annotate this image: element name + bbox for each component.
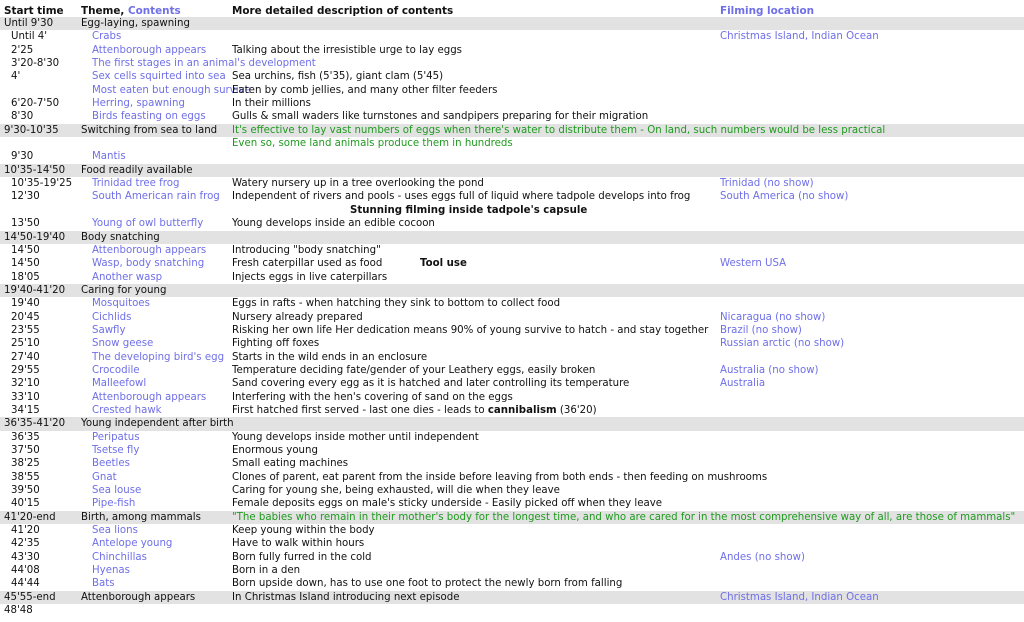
theme-cell: Herring, spawning [92, 98, 185, 110]
table-row [0, 30, 1024, 43]
start-time-cell: 34'15 [11, 404, 40, 416]
description-cell: "The babies who remain in their mother's body for the longest time, and who are cared for in the most comprehensive way of all, are those of mammals" [232, 511, 1016, 523]
table-row [0, 110, 1024, 123]
table-row [0, 564, 1024, 577]
table-row [0, 70, 1024, 83]
start-time-cell: 12'30 [11, 191, 40, 203]
theme-cell: Birth, among mammals [81, 511, 201, 523]
theme-cell: Birds feasting on eggs [92, 111, 206, 123]
table-row [0, 364, 1024, 377]
theme-cell: Antelope young [92, 538, 173, 550]
start-time-cell: 39'50 [11, 485, 40, 497]
theme-cell: Attenborough appears [81, 591, 196, 603]
table-row [0, 297, 1024, 310]
theme-cell: Switching from sea to land [81, 124, 218, 136]
theme-cell: Chinchillas [92, 551, 147, 563]
filming-location-cell: Christmas Island, Indian Ocean [720, 31, 879, 43]
table-row [0, 324, 1024, 337]
table-row [0, 404, 1024, 417]
table-row [0, 431, 1024, 444]
description-cell: Born fully furred in the cold [232, 551, 372, 563]
start-time-cell: 25'10 [11, 338, 40, 350]
table-row [0, 377, 1024, 390]
start-time-cell: 44'44 [11, 578, 40, 590]
section-header-row [0, 284, 1024, 297]
start-time-cell: 19'40-41'20 [4, 284, 66, 296]
theme-cell: Malleefowl [92, 378, 147, 390]
theme-cell: Beetles [92, 458, 130, 470]
section-header-row [0, 511, 1024, 524]
theme-cell: Trinidad tree frog [92, 178, 180, 190]
description-cell: Injects eggs in live caterpillars [232, 271, 388, 283]
description-cell: Female deposits eggs on male's sticky underside - Easily picked off when they leave [232, 498, 663, 510]
start-time-cell: 44'08 [11, 565, 40, 577]
table-row [0, 84, 1024, 97]
start-time-cell: 36'35 [11, 431, 40, 443]
table-row [0, 484, 1024, 497]
theme-cell: Cichlids [92, 311, 132, 323]
description-cell: Watery nursery up in a tree overlooking the pond [232, 178, 484, 190]
filming-location-cell: Australia (no show) [720, 364, 819, 376]
start-time-cell: 14'50-19'40 [4, 231, 66, 243]
start-time-cell: 41'20 [11, 525, 40, 537]
start-time-cell: 38'25 [11, 458, 40, 470]
description-cell: Eaten by comb jellies, and many other filter feeders [232, 84, 498, 96]
description-head: First hatched first served - last one dies - leads to [232, 404, 488, 416]
section-header-row [0, 591, 1024, 604]
start-time-cell: 9'30 [11, 151, 34, 163]
theme-cell: Hyenas [92, 565, 130, 577]
description-cell: Eggs in rafts - when hatching they sink to bottom to collect food [232, 298, 561, 310]
description-cell: Even so, some land animals produce them in hundreds [232, 138, 513, 150]
header-start-time: Start time [4, 5, 64, 17]
theme-cell: Caring for young [81, 284, 167, 296]
description-cell: Fresh caterpillar used as food [232, 258, 383, 270]
start-time-cell: 13'50 [11, 218, 40, 230]
filming-location-cell: Nicaragua (no show) [720, 311, 826, 323]
start-time-cell: 10'35-14'50 [4, 164, 66, 176]
filming-location-cell: Russian arctic (no show) [720, 338, 845, 350]
description-cell: Risking her own life Her dedication means 90% of young survive to hatch - and stay together [232, 324, 709, 336]
table-row [0, 444, 1024, 457]
filming-location-cell: Trinidad (no show) [720, 178, 814, 190]
start-time-cell: 29'55 [11, 364, 40, 376]
theme-cell: Snow geese [92, 338, 154, 350]
start-time-cell: 37'50 [11, 445, 40, 456]
filming-location-cell: South America (no show) [720, 191, 849, 203]
description-cell: Young develops inside mother until independent [232, 431, 479, 443]
theme-cell: Another wasp [92, 271, 163, 283]
start-time-cell: Until 4' [11, 31, 48, 43]
start-time-cell: 9'30-10'35 [4, 124, 59, 136]
description-cell: Independent of rivers and pools - uses eggs full of liquid where tadpole develops into frog [232, 191, 691, 203]
start-time-cell: 4' [11, 71, 21, 83]
description-cell: Born in a den [232, 565, 301, 577]
description-cell: Born upside down, has to use one foot to protect the newly born from falling [232, 578, 623, 590]
start-time-cell: 3'20-8'30 [11, 58, 60, 70]
filming-location-cell: Andes (no show) [720, 551, 805, 563]
table-row [0, 57, 1024, 70]
theme-cell: Mosquitoes [92, 298, 150, 310]
section-header-row [0, 17, 1024, 30]
description-cell: Temperature deciding fate/gender of your Leathery eggs, easily broken [232, 364, 596, 376]
theme-cell: Gnat [92, 471, 117, 483]
section-header-row [0, 231, 1024, 244]
description-cell: Gulls & small waders like turnstones and sandpipers preparing for their migration [232, 111, 649, 123]
theme-cell: The first stages in an animal's development [92, 58, 316, 70]
theme-cell: Crabs [92, 31, 122, 43]
start-time-cell: 6'20-7'50 [11, 98, 60, 110]
start-time-cell: 23'55 [11, 324, 40, 336]
description-cell: Enormous young [232, 445, 318, 456]
table-row [0, 244, 1024, 257]
start-time-cell: 10'35-19'25 [11, 178, 73, 190]
theme-cell: Bats [92, 578, 115, 590]
theme-cell: South American rain frog [92, 191, 220, 203]
table-row [0, 497, 1024, 510]
theme-cell: Sex cells squirted into sea [92, 71, 226, 83]
table-row [0, 337, 1024, 350]
start-time-cell: 14'50 [11, 258, 40, 270]
start-time-cell: 2'25 [11, 44, 34, 56]
section-header-row [0, 417, 1024, 430]
start-time-cell: 40'15 [11, 498, 40, 510]
table-row [0, 551, 1024, 564]
filming-location-cell: Australia [720, 378, 766, 390]
description-cell: Young develops inside an edible cocoon [232, 218, 435, 230]
section-header-row [0, 124, 1024, 137]
table-row [0, 604, 1024, 617]
table-row [0, 177, 1024, 190]
theme-cell: Body snatching [81, 231, 160, 243]
theme-cell: Crested hawk [92, 404, 162, 416]
theme-cell: Food readily available [81, 164, 193, 176]
description-cell: Interfering with the hen's covering of sand on the eggs [232, 391, 513, 403]
theme-cell: Attenborough appears [92, 44, 207, 56]
table-row [0, 524, 1024, 537]
start-time-cell: 48'48 [4, 605, 33, 617]
header-theme: Theme, [81, 5, 125, 17]
description-cell [232, 404, 597, 417]
table-row [0, 457, 1024, 470]
table-row [0, 471, 1024, 484]
table-row [0, 351, 1024, 364]
description-cell: Introducing "body snatching" [232, 244, 381, 256]
table-row [0, 311, 1024, 324]
description-cell: Talking about the irresistible urge to lay eggs [232, 44, 462, 56]
table-row [0, 271, 1024, 284]
content-table [0, 17, 1024, 617]
header-description: More detailed description of contents [232, 5, 454, 17]
description-cell: Sea urchins, fish (5'35), giant clam (5'45) [232, 71, 444, 83]
description-cell: Have to walk within hours [232, 538, 365, 550]
filming-location-cell: Brazil (no show) [720, 324, 802, 336]
start-time-cell: 41'20-end [4, 511, 56, 523]
filming-location-cell: Western USA [720, 258, 787, 270]
filming-location-cell: Christmas Island, Indian Ocean [720, 591, 879, 603]
description-cell: Starts in the wild ends in an enclosure [232, 351, 428, 363]
start-time-cell: 43'30 [11, 551, 40, 563]
header-contents: Contents [128, 5, 181, 17]
theme-cell: The developing bird's egg [92, 351, 225, 363]
theme-cell: Egg-laying, spawning [81, 18, 190, 29]
table-row [0, 204, 1024, 217]
start-time-cell: 8'30 [11, 111, 34, 123]
start-time-cell: 14'50 [11, 244, 40, 256]
theme-cell: Tsetse fly [92, 445, 140, 456]
table-row [0, 44, 1024, 57]
start-time-cell: 20'45 [11, 311, 40, 323]
start-time-cell: 38'55 [11, 471, 40, 483]
start-time-cell: 33'10 [11, 391, 40, 403]
theme-cell: Most eaten but enough survive [92, 84, 251, 96]
theme-cell: Mantis [92, 151, 126, 163]
start-time-cell: 36'35-41'20 [4, 418, 66, 430]
header-location: Filming location [720, 5, 814, 17]
start-time-cell: 45'55-end [4, 591, 56, 603]
description-emphasis: cannibalism [487, 404, 557, 416]
start-time-cell: 18'05 [11, 271, 40, 283]
note-highlight: Tool use [420, 258, 467, 270]
theme-cell: Sea lions [92, 525, 138, 537]
description-cell: Sand covering every egg as it is hatched and later controlling its temperature [232, 378, 630, 390]
start-time-cell: 19'40 [11, 298, 40, 310]
start-time-cell: Until 9'30 [4, 18, 54, 29]
table-row [0, 217, 1024, 230]
theme-cell: Attenborough appears [92, 391, 207, 403]
description-cell: In their millions [232, 98, 311, 110]
note-highlight: Stunning filming inside tadpole's capsule [350, 204, 588, 216]
theme-cell: Sawfly [92, 324, 126, 336]
description-cell: It's effective to lay vast numbers of eggs when there's water to distribute them - On land, such numbers would be less practical [232, 124, 886, 136]
section-header-row [0, 164, 1024, 177]
theme-cell: Sea louse [92, 485, 142, 497]
description-cell: In Christmas Island introducing next episode [232, 591, 460, 603]
table-row [0, 97, 1024, 110]
theme-cell: Attenborough appears [92, 244, 207, 256]
theme-cell: Young independent after birth [81, 418, 234, 430]
description-cell: Fighting off foxes [232, 338, 320, 350]
description-tail: (36'20) [556, 404, 597, 416]
theme-cell: Wasp, body snatching [92, 258, 205, 270]
theme-cell: Young of owl butterfly [92, 218, 204, 230]
start-time-cell: 42'35 [11, 538, 40, 550]
start-time-cell: 27'40 [11, 351, 40, 363]
table-row [0, 577, 1024, 590]
description-cell: Clones of parent, eat parent from the inside before leaving from both ends - then feeding on mushrooms [232, 471, 768, 483]
table-row [0, 537, 1024, 550]
start-time-cell: 32'10 [11, 378, 40, 390]
description-cell: Small eating machines [232, 458, 349, 470]
theme-cell: Peripatus [92, 431, 140, 443]
table-row [0, 190, 1024, 203]
description-cell: Keep young within the body [232, 525, 375, 537]
table-row [0, 137, 1024, 150]
table-row [0, 257, 1024, 270]
table-row [0, 391, 1024, 404]
theme-cell: Pipe-fish [92, 498, 136, 510]
description-cell: Nursery already prepared [232, 311, 363, 323]
theme-cell: Crocodile [92, 364, 140, 376]
description-cell: Caring for young she, being exhausted, will die when they leave [232, 485, 560, 497]
table-row [0, 150, 1024, 163]
